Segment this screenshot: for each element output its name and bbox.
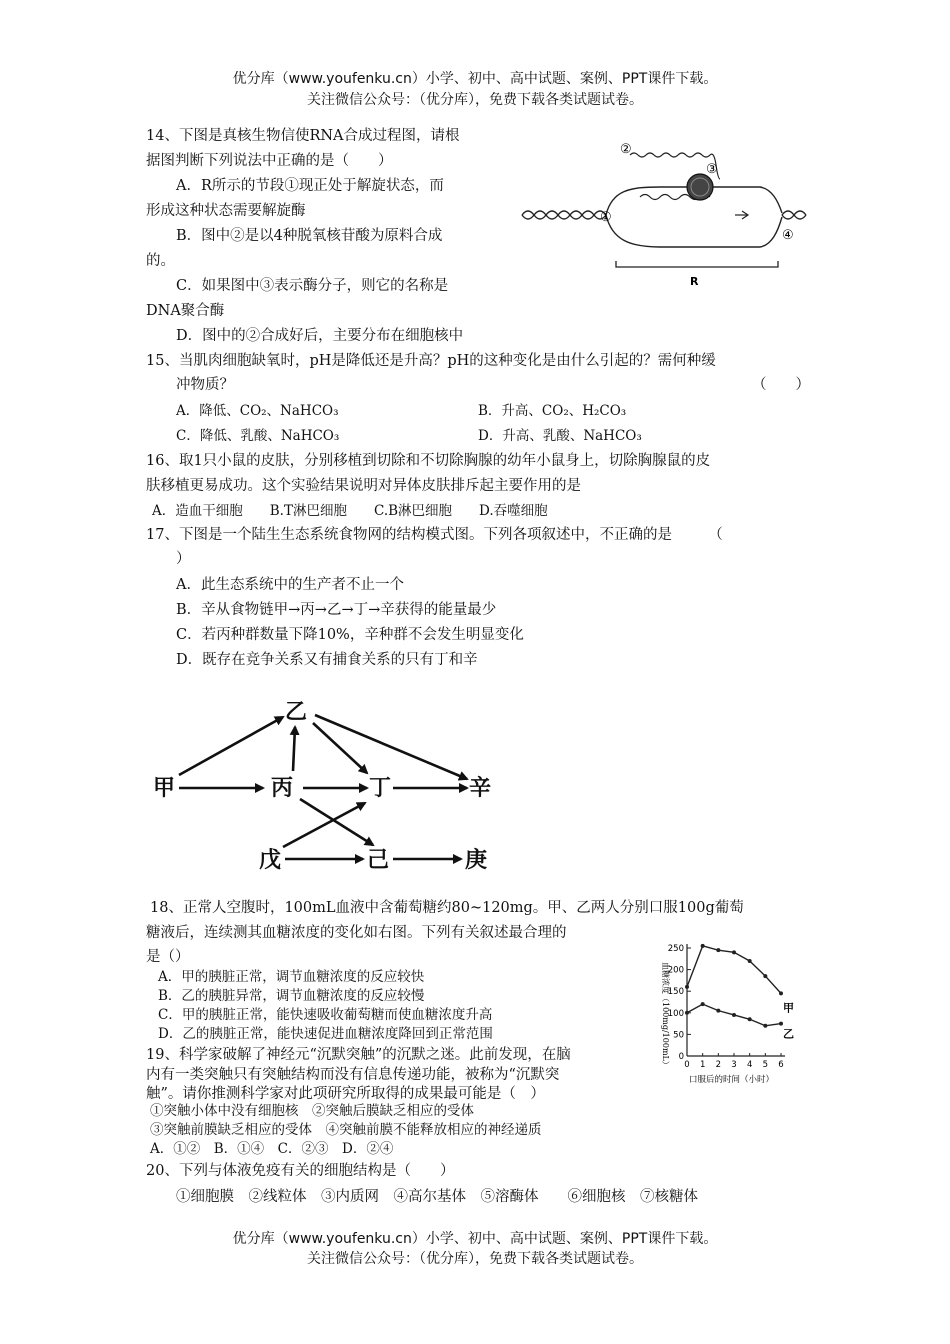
q17-stem-1: 17、下图是一个陆生生态系统食物网的结构模式图。下列各项叙述中，不正确的是 （ [146,527,723,543]
chart-point [748,1017,752,1021]
q18-stem-1: 18、正常人空腹时，100mL血液中含葡萄糖约80~120mg。甲、乙两人分别口服100g葡萄 [150,900,744,916]
header-line-2: 关注微信公众号：（优分库），免费下载各类试题试卷。 [307,92,643,108]
node-ji: 己 [367,848,390,873]
chart-point [779,991,783,995]
label-2: ② [620,142,632,157]
q14-option-d: D．图中的②合成好后，主要分布在细胞核中 [176,328,464,344]
label-r: R [690,275,699,288]
chart-x-tick-label: 5 [762,1060,769,1070]
q19-opts-2: ③突触前膜缺乏相应的受体 ④突触前膜不能释放相应的神经递质 [150,1122,542,1138]
q19-stem-3: 触”。请你推测科学家对此项研究所取得的成果最可能是（ ） [146,1086,545,1102]
chart-point [701,1002,705,1006]
label-3: ③ [706,162,718,177]
q15-option-d: D．升高、乳酸、NaHCO₃ [478,428,642,444]
q14-option-b-2: 的。 [146,253,175,269]
q18-option-b: B．乙的胰脏异常，调节血糖浓度的反应较慢 [158,988,425,1004]
chart-y-tick-label: 250 [667,944,684,954]
q17-option-a: A．此生态系统中的生产者不止一个 [176,577,404,593]
q17-stem-2: ） [176,551,191,567]
chart-x-tick-label: 0 [684,1060,690,1070]
q19-stem-2: 内有一类突触只有突触结构而没有信息传递功能，被称为“沉默突 [146,1067,560,1083]
q14-option-b-1: B．图中②是以4种脱氧核苷酸为原料合成 [176,228,443,244]
chart-x-tick-label: 4 [746,1060,753,1070]
q18-stem-3: 是（） [146,949,190,965]
chart-x-tick-label: 1 [699,1060,706,1070]
chart-y-tick-label: 150 [667,987,684,998]
q17-option-c: C．若丙种群数量下降10%，辛种群不会发生明显变化 [176,627,524,643]
chart-point [763,1024,767,1028]
chart-point [716,948,720,952]
node-jia: 甲 [153,776,176,801]
q16-stem-2: 肤移植更易成功。这个实验结果说明对异体皮肤排斥起主要作用的是 [146,478,581,494]
q14-option-c-2: DNA聚合酶 [146,303,225,319]
q14-stem-2: 据图判断下列说法中正确的是（ ） [146,153,393,169]
chart-point [748,959,752,963]
chart-point [732,1013,736,1017]
label-4: ④ [782,228,794,243]
chart-point [685,1011,689,1015]
chart-point [701,944,705,948]
chart-point [779,1022,783,1026]
blood-glucose-chart [645,940,795,1090]
chart-ylabel: 血糖浓度（100mg/100mL） [661,962,670,1069]
chart-series-label: 甲 [783,1001,794,1015]
q15-stem-2: 冲物质？ [176,377,234,393]
node-wu: 戊 [259,848,282,873]
chart-y-tick-label: 100 [667,1008,684,1019]
footer-line-2: 关注微信公众号：（优分库），免费下载各类试题试卷。 [307,1251,643,1267]
chart-point [763,974,767,978]
q14-option-c-1: C．如果图中③表示酶分子，则它的名称是 [176,278,449,294]
q19-opts-1: ①突触小体中没有细胞核 ②突触后膜缺乏相应的受体 [150,1103,474,1119]
q15-option-b: B．升高、CO₂、H₂CO₃ [478,403,627,419]
chart-y-tick-label: 50 [673,1030,684,1041]
q20-stem: 20、下列与体液免疫有关的细胞结构是（ ） [146,1163,455,1179]
q15-paren: （ ） [752,377,810,393]
node-xin: 辛 [469,776,492,801]
chart-xlabel: 口服后的时间（小时） [689,1075,775,1085]
q18-option-d: D．乙的胰脏正常，能快速促进血糖浓度降回到正常范围 [158,1026,493,1042]
node-ding: 丁 [369,776,392,801]
q14-stem-1: 14、下图是真核生物信使RNA合成过程图，请根 [146,128,460,144]
q18-option-a: A．甲的胰脏正常，调节血糖浓度的反应较快 [158,969,425,985]
q19-choices: A．①② B．①④ C．②③ D．②④ [150,1141,394,1157]
q15-stem-1: 15、当肌肉细胞缺氧时，pH是降低还是升高？pH的这种变化是由什么引起的？需何种缓 [146,353,716,369]
chart-y-tick-label: 200 [667,965,684,976]
chart-point [716,1009,720,1013]
chart-x-tick-label: 2 [715,1060,722,1070]
chart-x-tick-label: 6 [778,1060,784,1070]
q19-stem-1: 19、科学家破解了神经元“沉默突触”的沉默之迷。此前发现，在脑 [146,1047,571,1063]
q17-option-d: D．既存在竞争关系又有捕食关系的只有丁和辛 [176,652,478,668]
footer-line-1: 优分库（www.youfenku.cn）小学、初中、高中试题、案例、PPT课件下载。 [232,1231,718,1247]
chart-x-tick-label: 3 [731,1060,737,1070]
q18-stem-2: 糖液后，连续测其血糖浓度的变化如右图。下列有关叙述最合理的 [146,925,567,941]
food-web-diagram [145,695,505,885]
chart-point [685,985,689,989]
q16-options: A．造血干细胞 B.T淋巴细胞 C.B淋巴细胞 D.吞噬细胞 [152,503,548,519]
q15-option-a: A．降低、CO₂、NaHCO₃ [176,403,339,419]
node-bing: 丙 [271,776,294,801]
q14-option-a-2: 形成这种状态需要解旋酶 [146,203,306,219]
node-yi: 乙 [285,700,308,725]
label-1: ① [600,210,612,225]
chart-y-tick-label: 0 [678,1052,684,1062]
q16-stem-1: 16、取1只小鼠的皮肤，分别移植到切除和不切除胸腺的幼年小鼠身上，切除胸腺鼠的皮 [146,453,711,469]
q20-options: ①细胞膜 ②线粒体 ③内质网 ④高尔基体 ⑤溶酶体 ⑥细胞核 ⑦核糖体 [176,1189,698,1205]
q17-option-b: B．辛从食物链甲→丙→乙→丁→辛获得的能量最少 [176,602,497,618]
q15-option-c: C．降低、乳酸、NaHCO₃ [176,428,340,444]
node-geng: 庚 [465,848,488,873]
header-line-1: 优分库（www.youfenku.cn）小学、初中、高中试题、案例、PPT课件下载。 [232,71,718,87]
q14-option-a-1: A．R所示的节段①现正处于解旋状态，而 [176,178,444,194]
transcription-diagram [520,135,810,295]
chart-point [732,950,736,954]
q18-option-c: C．甲的胰脏正常，能快速吸收葡萄糖而使血糖浓度升高 [158,1007,493,1023]
chart-series-label: 乙 [783,1027,794,1041]
